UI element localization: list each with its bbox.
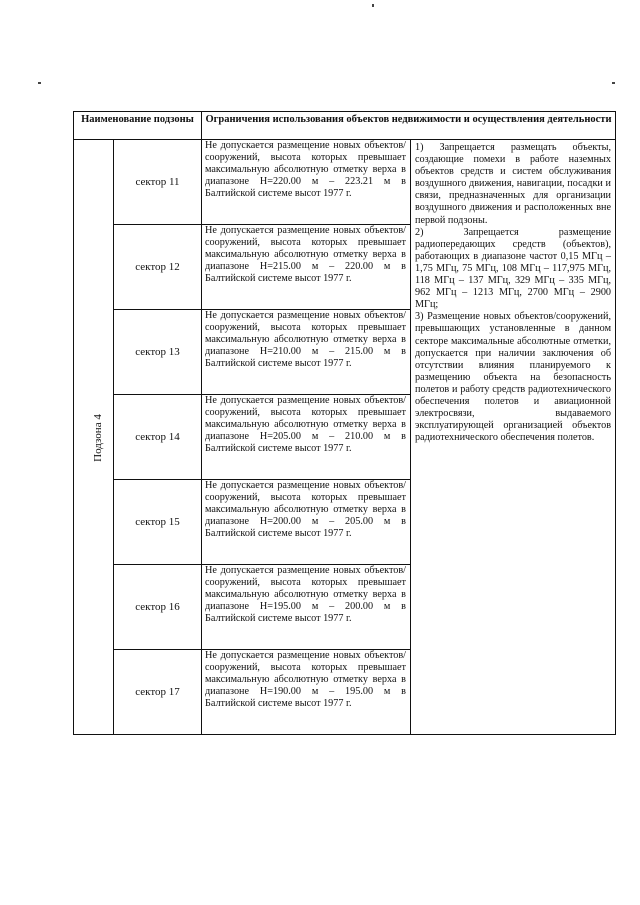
- limit-text: Не допускается размещение новых объектов/сооружений, высота которых превышает максимальную абсолютную отметку верха в диапазоне Н=200.00 м – 205.00 м в Балтийской системе высот 1977 г.: [205, 480, 406, 540]
- sector-cell: сектор 14: [114, 395, 202, 480]
- sector-cell: сектор 17: [114, 650, 202, 735]
- table-header-row: [74, 112, 616, 140]
- limit-text: Не допускается размещение новых объектов/сооружений, высота которых превышает максимальную абсолютную отметку верха в диапазоне Н=215.00 м – 220.00 м в Балтийской системе высот 1977 г.: [205, 225, 406, 285]
- limit-text: Не допускается размещение новых объектов/сооружений, высота которых превышает максимальную абсолютную отметку верха в диапазоне Н=205.00 м – 210.00 м в Балтийской системе высот 1977 г.: [205, 395, 406, 455]
- limit-cell: [202, 225, 411, 310]
- limit-cell: [202, 395, 411, 480]
- subzone-label: Подзона 4: [91, 414, 104, 462]
- sector-cell: сектор 15: [114, 480, 202, 565]
- limit-text: Не допускается размещение новых объектов/сооружений, высота которых превышает максимальную абсолютную отметку верха в диапазоне Н=190.00 м – 195.00 м в Балтийской системе высот 1977 г.: [205, 650, 406, 710]
- header-subzone: [74, 112, 202, 140]
- rules-cell: [411, 140, 616, 735]
- sector-cell: сектор 11: [114, 140, 202, 225]
- sector-cell: сектор 16: [114, 565, 202, 650]
- rule-3: 3) Размещение новых объектов/сооружений, превышающих установленные в данном секторе максимальные абсолютные отметки, допускается при наличии заключения об отсутствии влияния планируемого к размещению объекта на безопасность полетов и работу средств радиотехнического обеспечения полетов и авиационной электросвязи, выдаваемого эксплуатирующей организацией объектов радиотехнического обеспечения полетов.: [415, 311, 612, 444]
- header-restrictions-text: Ограничения использования объектов недвижимости и осуществления деятельности: [205, 114, 612, 125]
- header-subzone-text: Наименование подзоны: [81, 114, 194, 125]
- scan-speck: [38, 82, 41, 84]
- limit-cell: [202, 140, 411, 225]
- limit-cell: [202, 310, 411, 395]
- rule-2: 2) Запрещается размещение радиопередающих средств (объектов), работающих в диапазоне частот 0,15 МГц – 1,75 МГц, 75 МГц, 108 МГц – 117,975 МГц, 118 МГц – 137 МГц, 329 МГц – 335 МГц, 962 МГц – 1213 МГц, 2700 МГц – 2900 МГц;: [415, 226, 612, 311]
- restrictions-table: [73, 111, 616, 735]
- scan-speck: [372, 4, 374, 7]
- limit-text: Не допускается размещение новых объектов/сооружений, высота которых превышает максимальную абсолютную отметку верха в диапазоне Н=220.00 м – 223.21 м в Балтийской системе высот 1977 г.: [205, 140, 406, 200]
- limit-text: Не допускается размещение новых объектов/сооружений, высота которых превышает максимальную абсолютную отметку верха в диапазоне Н=195.00 м – 200.00 м в Балтийской системе высот 1977 г.: [205, 565, 406, 625]
- sector-cell: сектор 13: [114, 310, 202, 395]
- table-row: [74, 140, 616, 225]
- header-restrictions: [202, 112, 616, 140]
- limit-cell: [202, 480, 411, 565]
- sector-cell: сектор 12: [114, 225, 202, 310]
- limit-cell: [202, 650, 411, 735]
- limit-cell: [202, 565, 411, 650]
- subzone-cell: [74, 140, 114, 735]
- rule-1: 1) Запрещается размещать объекты, создающие помехи в работе наземных объектов средств и систем обслуживания воздушного движения, навигации, посадки и связи, предназначенных для организации воздушного движения и расположенных вне первой подзоны.: [415, 142, 612, 226]
- scan-speck: [612, 82, 615, 84]
- limit-text: Не допускается размещение новых объектов/сооружений, высота которых превышает максимальную абсолютную отметку верха в диапазоне Н=210.00 м – 215.00 м в Балтийской системе высот 1977 г.: [205, 310, 406, 370]
